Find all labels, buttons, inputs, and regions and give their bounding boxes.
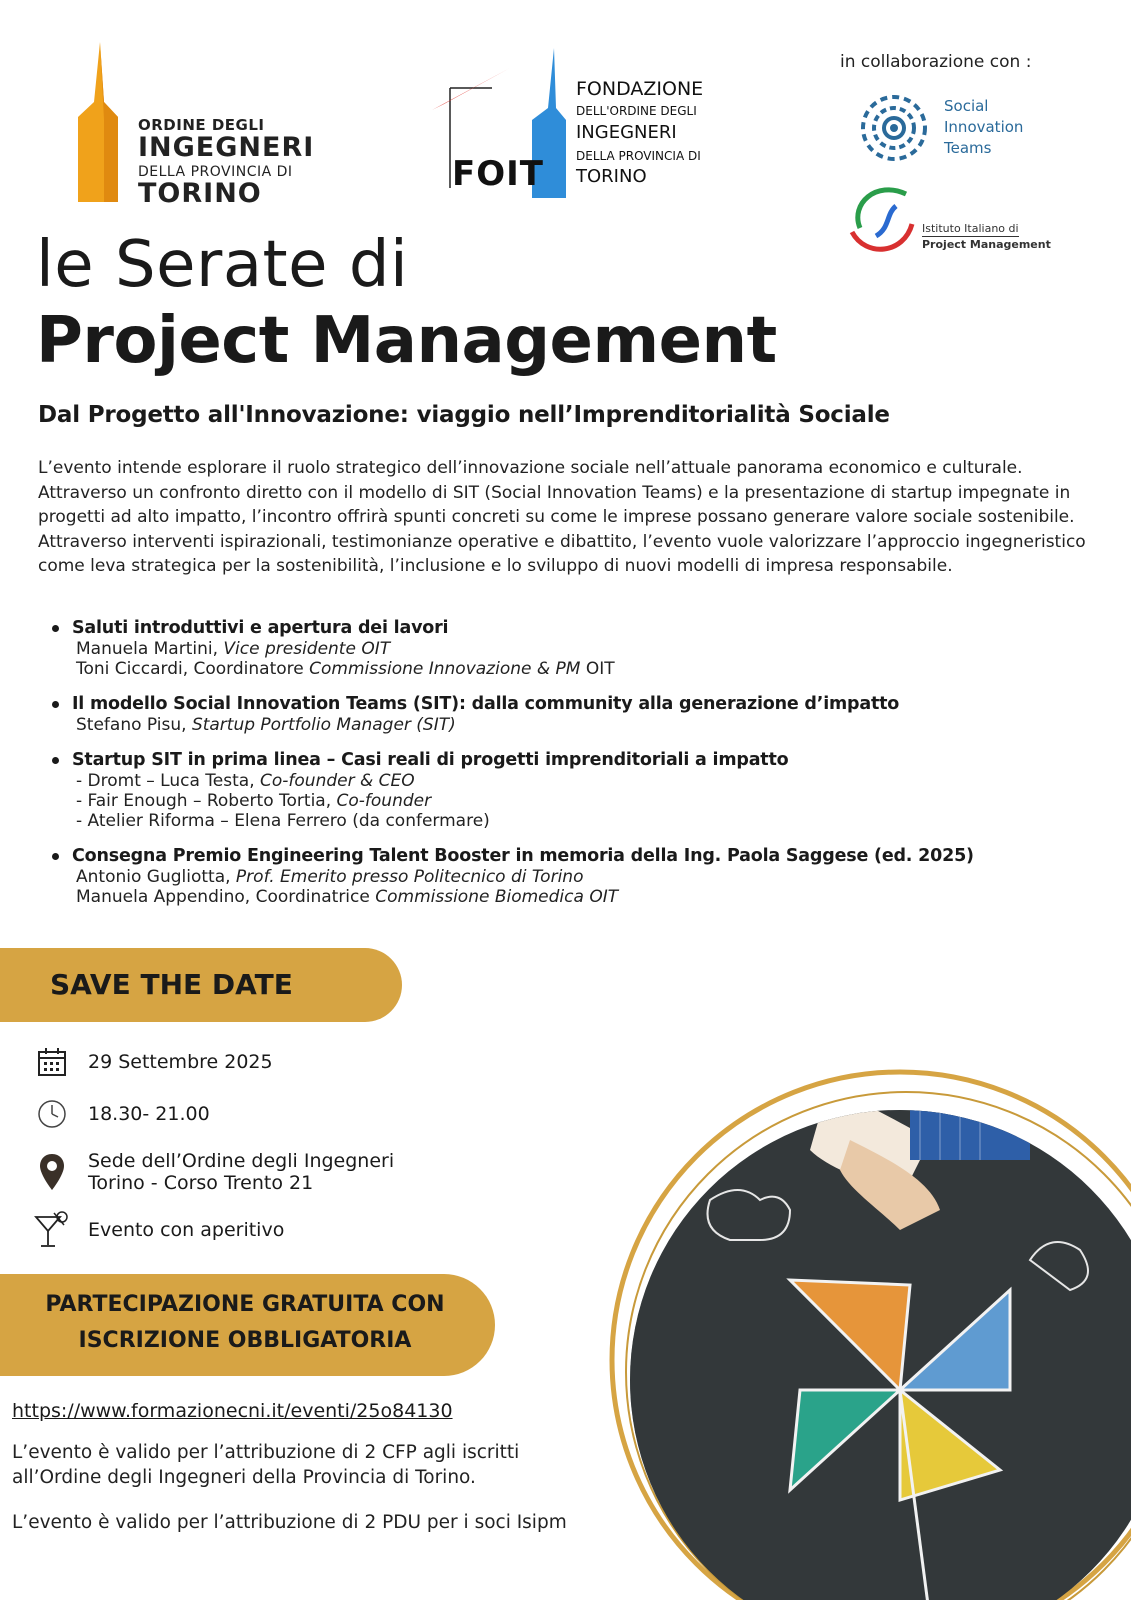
agenda-speaker-italic: Commissione Innovazione & PM [309,659,581,679]
sit-logo [856,90,1046,166]
agenda-speaker-plain: - Atelier Riforma – Elena Ferrero (da confermare) [76,811,490,831]
bullet-icon [52,757,59,764]
agenda-speaker-line [72,791,1112,811]
agenda-speaker-line [72,659,1112,679]
agenda-item [52,846,1112,907]
event-time: 18.30- 21.00 [88,1103,210,1125]
agenda-speaker-plain: Toni Ciccardi, Coordinatore [76,659,310,679]
foit-logo-line4: DELLA PROVINCIA DI [576,149,701,163]
cocktail-icon [32,1210,72,1250]
bullet-icon [52,853,59,860]
agenda-item [52,618,1112,679]
location-pin-icon [32,1152,72,1192]
agenda-speaker-italic: Startup Portfolio Manager (SIT) [191,715,456,735]
sit-flower-icon [856,90,932,166]
bullet-icon [52,701,59,708]
oit-logo-line2: INGEGNERI [138,132,315,163]
date-row [32,1042,273,1082]
registration-link[interactable]: https://www.formazionecni.it/eventi/25o84130 [12,1400,453,1422]
isipm-logo-line1: Istituto Italiano di [922,222,1019,235]
venue-line-2: Torino - Corso Trento 21 [88,1172,314,1194]
agenda-item [52,750,1112,831]
agenda-speaker-plain: Antonio Gugliotta, [76,867,236,887]
oit-logo-line1: ORDINE DEGLI [138,116,265,134]
agenda-speaker-line [72,771,1112,791]
intro-paragraph: L’evento intende esplorare il ruolo strategico dell’innovazione sociale nell’attuale panorama economico e culturale. Attraverso un confronto diretto con il modello di SIT (Social Innovation Teams) e la presentazione di startup impegnate in progetti ad alto impatto, l’incontro offrirà spunti concreti su come le imprese possano generare valore sociale sostenibile. Attraverso interventi ispirazionali, testimonianze operative e dibattito, l’evento vuole valorizzare l’approccio ingegneristico come leva strategica per la sostenibilità, l’inclusione e lo sviluppo di nuovi modelli di impresa responsabile. [38,458,1086,576]
mole-antonelliana-icon [60,42,140,202]
isipm-swirl-icon [846,184,922,256]
agenda-speaker-italic: Commissione Biomedica OIT [375,887,619,907]
title-line-2: Project Management [36,304,777,378]
agenda-speaker-italic: Prof. Emerito presso Politecnico di Torino [235,867,584,887]
agenda-speaker-plain: Stefano Pisu, [76,715,192,735]
venue-line-1: Sede dell’Ordine degli Ingegneri [88,1150,395,1172]
agenda-item-title: Saluti introduttivi e apertura dei lavori [72,618,449,638]
oit-logo-line4: TORINO [138,178,262,209]
agenda-item-title: Startup SIT in prima linea – Casi reali di progetti imprenditoriali a impatto [72,750,789,770]
isipm-logo [846,184,1056,256]
registration-banner [0,1274,495,1376]
pdu-note: L’evento è valido per l’attribuzione di 2 PDU per i soci Isipm [12,1512,567,1533]
agenda-speaker-italic: Co-founder & CEO [260,771,415,791]
foit-logo-line3: INGEGNERI [576,122,677,143]
agenda-speaker-line [72,811,1112,831]
isipm-logo-line2: Project Management [922,238,1051,251]
agenda-list [52,618,1112,922]
agenda-speaker-plain: - Dromt – Luca Testa, [76,771,260,791]
foit-logo-line2: DELL'ORDINE DEGLI [576,104,697,118]
calendar-icon [32,1042,72,1082]
event-aperitivo: Evento con aperitivo [88,1219,285,1241]
agenda-speaker-line [72,715,1112,735]
agenda-speaker-italic: Vice presidente OIT [223,639,391,659]
bullet-icon [52,625,59,632]
agenda-speaker-tail: OIT [580,659,615,679]
save-the-date-banner [0,948,402,1022]
registration-line-1: PARTECIPAZIONE GRATUITA CON [45,1292,445,1317]
agenda-speaker-plain: - Fair Enough – Roberto Tortia, [76,791,337,811]
cfp-note: L’evento è valido per l’attribuzione di 2 CFP agli iscritti all’Ordine degli Ingegneri della Provincia di Torino. [12,1442,520,1488]
clock-icon [32,1094,72,1134]
registration-line-2: ISCRIZIONE OBBLIGATORIA [78,1328,412,1353]
agenda-item-title: Il modello Social Innovation Teams (SIT): dalla community alla generazione d’impatto [72,694,900,714]
event-subtitle: Dal Progetto all'Innovazione: viaggio nell’Imprenditorialità Sociale [38,402,890,428]
pinwheel-photo [600,1060,1131,1600]
agenda-speaker-line [72,639,1112,659]
aperitivo-row [32,1210,284,1250]
venue-row [32,1150,394,1194]
oit-logo-line3: DELLA PROVINCIA DI [138,164,293,180]
save-the-date-label: SAVE THE DATE [50,968,293,1001]
agenda-item [52,694,1112,735]
agenda-speaker-plain: Manuela Martini, [76,639,224,659]
foit-logo [432,48,732,198]
sit-logo-line3: Teams [944,139,992,157]
agenda-speaker-plain: Manuela Appendino, Coordinatrice [76,887,376,907]
collaboration-label: in collaborazione con : [840,52,1032,72]
agenda-speaker-line [72,867,1112,887]
sit-logo-line2: Innovation [944,118,1024,136]
sit-logo-line1: Social [944,97,989,115]
event-date: 29 Settembre 2025 [88,1051,273,1073]
foit-wordmark: FOIT [452,154,544,194]
foit-logo-line1: FONDAZIONE [576,78,704,100]
oit-logo [60,42,380,207]
foit-logo-line5: TORINO [576,166,647,187]
time-row [32,1094,210,1134]
agenda-item-title: Consegna Premio Engineering Talent Booster in memoria della Ing. Paola Saggese (ed. 2025) [72,846,974,866]
title-line-1: le Serate di [36,228,409,302]
agenda-speaker-italic: Co-founder [336,791,432,811]
agenda-speaker-line [72,887,1112,907]
